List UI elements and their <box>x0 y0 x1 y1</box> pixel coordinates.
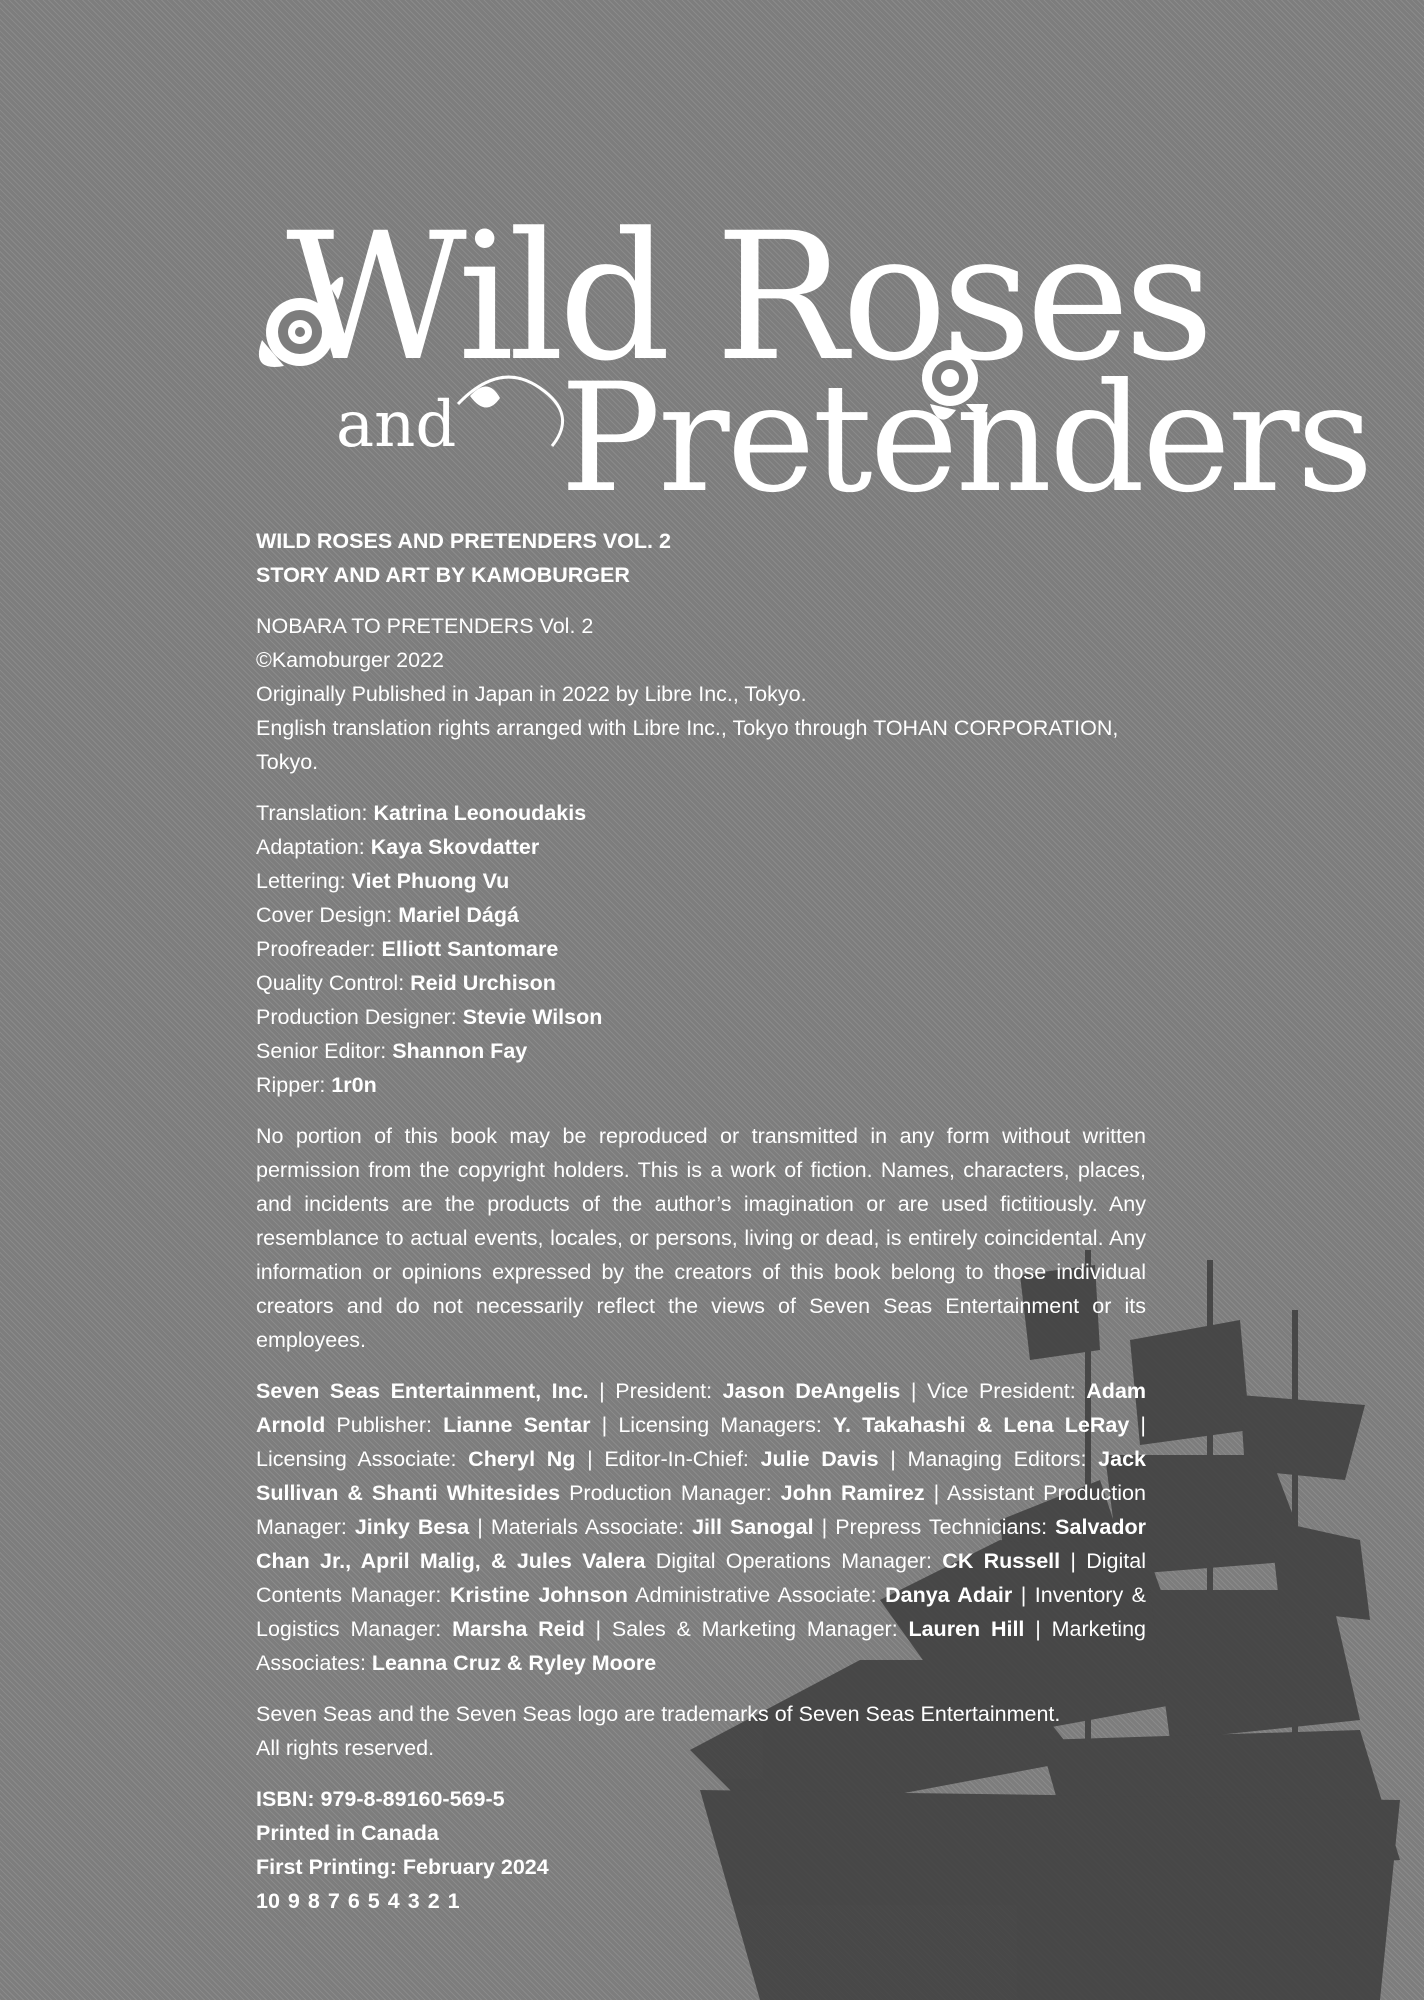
copyright-line: ©Kamoburger 2022 <box>256 648 444 672</box>
printed-location: Printed in Canada <box>256 1821 439 1845</box>
staff-role: | Materials Associate: <box>469 1515 693 1539</box>
credit-role: Proofreader: <box>256 937 376 961</box>
staff-role: | Prepress Technicians: <box>813 1515 1056 1539</box>
staff-name: Kristine Johnson <box>449 1583 628 1607</box>
printer-key-line <box>256 1884 1146 1918</box>
credit-row <box>256 1068 1146 1102</box>
original-title: NOBARA TO PRETENDERS Vol. 2 <box>256 614 594 638</box>
credit-role: Cover Design: <box>256 903 393 927</box>
staff-role: | Assistant Production Manager: <box>256 1481 1146 1539</box>
credit-name: Stevie Wilson <box>462 1005 603 1029</box>
credit-role: Lettering: <box>256 869 346 893</box>
staff-role: Administrative Associate: <box>627 1583 886 1607</box>
title-block <box>256 524 1146 592</box>
staff-name: Seven Seas Entertainment, Inc. <box>256 1379 589 1403</box>
staff-block <box>256 1374 1146 1680</box>
staff-name: Jinky Besa <box>354 1515 470 1539</box>
first-printing: First Printing: February 2024 <box>256 1855 549 1879</box>
rights-line: All rights reserved. <box>256 1736 435 1760</box>
staff-role: Production Manager: <box>560 1481 781 1505</box>
staff-name: Danya Adair <box>885 1583 1013 1607</box>
staff-role: | Vice President: <box>900 1379 1087 1403</box>
staff-name: Cheryl Ng <box>468 1447 576 1471</box>
staff-text <box>256 1374 1146 1680</box>
credit-role: Production Designer: <box>256 1005 457 1029</box>
staff-name: Jill Sanogal <box>692 1515 814 1539</box>
staff-role: Publisher: <box>325 1413 444 1437</box>
series-logo <box>0 0 1424 520</box>
staff-name: Adam Arnold <box>256 1379 1147 1437</box>
copyright-page <box>256 524 1146 1935</box>
original-publisher-line: Originally Published in Japan in 2022 by Libre Inc., Tokyo. <box>256 682 807 706</box>
original-publication-block <box>256 609 1146 779</box>
credit-name: Viet Phuong Vu <box>351 869 510 893</box>
credit-role: Ripper: <box>256 1073 326 1097</box>
staff-role: | Marketing Associates: <box>256 1617 1146 1675</box>
credit-name: Mariel Dágá <box>398 903 519 927</box>
staff-role: | President: <box>588 1379 723 1403</box>
staff-name: Y. Takahashi & Lena LeRay <box>833 1413 1130 1437</box>
printer-key-number: 3 <box>407 1889 420 1913</box>
printer-key-number: 9 <box>287 1889 300 1913</box>
credits-list <box>256 796 1146 1102</box>
staff-name: Jack Sullivan & Shanti Whitesides <box>256 1447 1146 1505</box>
credit-name: Katrina Leonoudakis <box>373 801 587 825</box>
staff-name: Jason DeAngelis <box>722 1379 901 1403</box>
credit-role: Senior Editor: <box>256 1039 387 1063</box>
byline: STORY AND ART BY KAMOBURGER <box>256 563 630 587</box>
staff-name: CK Russell <box>942 1549 1061 1573</box>
staff-name: Leanna Cruz & Ryley Moore <box>371 1651 657 1675</box>
publication-block <box>256 1782 1146 1918</box>
credit-row <box>256 830 1146 864</box>
staff-role: Digital Operations Manager: <box>645 1549 943 1573</box>
credit-name: Reid Urchison <box>410 971 556 995</box>
credit-row <box>256 796 1146 830</box>
disclaimer-block <box>256 1119 1146 1357</box>
staff-role: | Sales & Marketing Manager: <box>584 1617 909 1641</box>
staff-role: | Inventory & Logistics Manager: <box>256 1583 1146 1641</box>
credit-name: Kaya Skovdatter <box>370 835 540 859</box>
staff-role: | Licensing Managers: <box>590 1413 834 1437</box>
printer-key-number: 2 <box>427 1889 440 1913</box>
printer-key-number: 5 <box>367 1889 380 1913</box>
logo-wild-roses: Wild Roses <box>286 195 1209 400</box>
disclaimer-text: No portion of this book may be reproduced or transmitted in any form without written permission from the copyright holders. This is a work of fiction. Names, characters, places, and incidents are the products of the author’s imagination or are used fictitiously. Any resemblance to actual events, locales, or persons, living or dead, is entirely coincidental. Any information or opinions expressed by the creators of this book belong to those individual creators and do not necessarily reflect the views of Seven Seas Entertainment or its employees. <box>256 1124 1146 1352</box>
staff-role: | Managing Editors: <box>878 1447 1099 1471</box>
logo-pretenders: Pretenders <box>560 352 1371 520</box>
staff-name: Lauren Hill <box>908 1617 1025 1641</box>
printer-key-number: 6 <box>347 1889 360 1913</box>
printer-key-number: 8 <box>307 1889 320 1913</box>
credit-row <box>256 864 1146 898</box>
staff-role: | Editor-In-Chief: <box>575 1447 761 1471</box>
staff-name: Salvador Chan Jr., April Malig, & Jules Valera <box>256 1515 1146 1573</box>
staff-name: John Ramirez <box>780 1481 925 1505</box>
trademark-line: Seven Seas and the Seven Seas logo are trademarks of Seven Seas Entertainment. <box>256 1702 1061 1726</box>
isbn: ISBN: 979-8-89160-569-5 <box>256 1787 505 1811</box>
staff-role: | Licensing Associate: <box>256 1413 1146 1471</box>
credit-row <box>256 1000 1146 1034</box>
credit-name: Elliott Santomare <box>381 937 559 961</box>
staff-name: Lianne Sentar <box>443 1413 591 1437</box>
credit-row <box>256 966 1146 1000</box>
credit-row <box>256 1034 1146 1068</box>
translation-rights-line: English translation rights arranged with Libre Inc., Tokyo through TOHAN CORPORATION, Tokyo. <box>256 716 1119 774</box>
staff-role: | Digital Contents Manager: <box>256 1549 1146 1607</box>
credit-row <box>256 932 1146 966</box>
book-title: WILD ROSES AND PRETENDERS VOL. 2 <box>256 529 671 553</box>
credit-name: 1r0n <box>331 1073 377 1097</box>
credit-name: Shannon Fay <box>392 1039 528 1063</box>
staff-name: Julie Davis <box>760 1447 879 1471</box>
printer-key-number: 10 <box>256 1889 280 1913</box>
credit-row <box>256 898 1146 932</box>
credit-role: Adaptation: <box>256 835 365 859</box>
printer-key-number: 4 <box>387 1889 400 1913</box>
trademark-block <box>256 1697 1146 1765</box>
credit-role: Quality Control: <box>256 971 405 995</box>
logo-and: and <box>336 388 457 462</box>
staff-name: Marsha Reid <box>452 1617 585 1641</box>
credit-role: Translation: <box>256 801 368 825</box>
printer-key-number: 1 <box>447 1889 460 1913</box>
printer-key-number: 7 <box>327 1889 340 1913</box>
